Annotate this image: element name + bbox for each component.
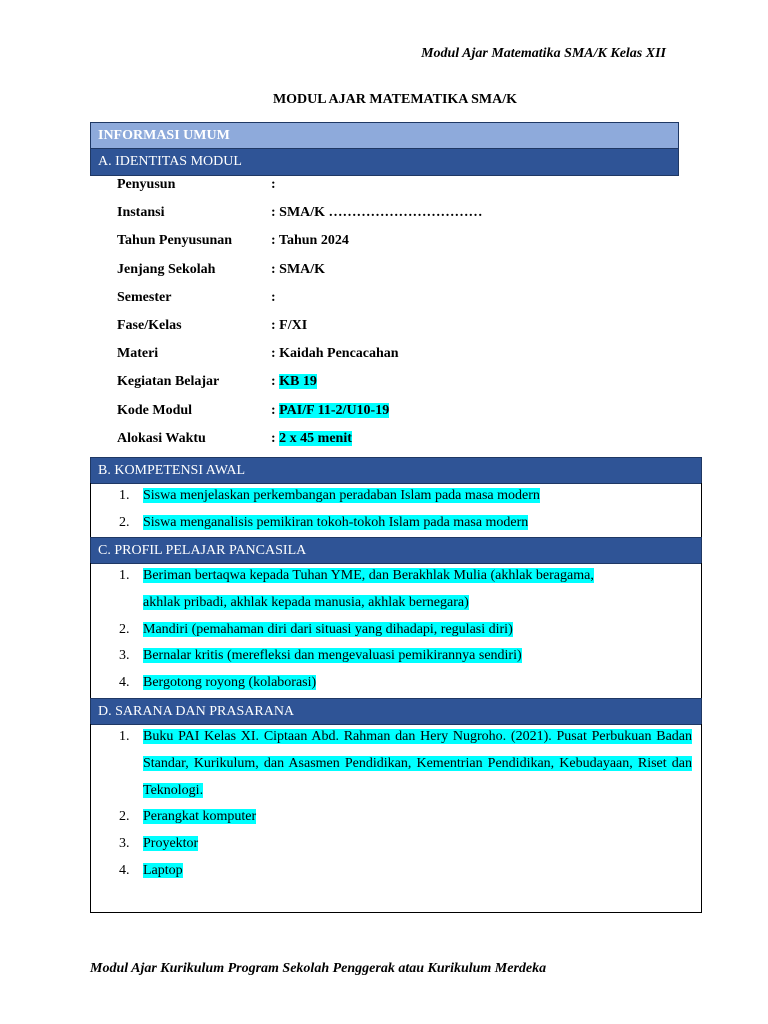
identitas-value: : 2 x 45 menit — [271, 430, 352, 446]
section-sarana-prasarana: D. SARANA DAN PRASARANA — [90, 698, 702, 725]
identitas-value: : — [271, 177, 276, 192]
identitas-value: : F/XI — [271, 317, 308, 333]
list-number: 4. — [119, 675, 130, 691]
identitas-label: Kode Modul — [117, 402, 193, 418]
identitas-label: Jenjang Sekolah — [117, 261, 216, 277]
kompetensi-list — [91, 483, 701, 537]
list-number: 3. — [119, 836, 130, 852]
identitas-label: Semester — [117, 289, 172, 305]
list-number: 1. — [119, 488, 130, 503]
list-number: 2. — [119, 809, 130, 825]
identitas-value: : KB 19 — [271, 374, 317, 390]
list-item — [91, 670, 701, 697]
list-item — [91, 643, 701, 670]
list-number: 2. — [119, 621, 130, 637]
list-number: 2. — [119, 514, 130, 530]
profil-list — [91, 563, 701, 697]
section-identitas-modul: A. IDENTITAS MODUL — [90, 148, 679, 176]
list-text: Bergotong royong (kolaborasi) — [143, 675, 317, 691]
section-informasi-umum: INFORMASI UMUM — [90, 122, 679, 149]
page-header: Modul Ajar Matematika SMA/K Kelas XII — [421, 46, 666, 61]
kompetensi-box — [90, 483, 702, 538]
identitas-label: Kegiatan Belajar — [117, 374, 220, 390]
section-profil-pancasila: C. PROFIL PELAJAR PANCASILA — [90, 537, 702, 564]
identitas-label: Alokasi Waktu — [117, 430, 206, 446]
list-number: 3. — [119, 648, 130, 664]
highlighted-value: PAI/F 11-2/U10-19 — [279, 402, 390, 418]
identitas-label: Instansi — [117, 205, 165, 221]
identitas-value: : — [271, 289, 276, 305]
identitas-label: Tahun Penyusunan — [117, 233, 233, 249]
identitas-value: : SMA/K …………………………… — [271, 205, 483, 221]
list-text: Mandiri (pemahaman diri dari situasi yang dihadapi, regulasi diri) — [143, 621, 513, 637]
identitas-value: : PAI/F 11-2/U10-19 — [271, 402, 390, 418]
list-item — [91, 858, 701, 885]
highlighted-value: 2 x 45 menit — [279, 430, 352, 446]
list-text: Buku PAI Kelas XI. Ciptaan Abd. Rahman dan Hery Nugroho. (2021). Pusat Perbukuan Badan Standar, Kurikulum, dan Asasmen Pendidikan, Kementrian Pendidikan, Kebudayaan, Riset dan Teknologi. — [143, 729, 692, 798]
list-text: Laptop — [143, 862, 183, 878]
list-item — [91, 483, 701, 510]
identitas-value: : Kaidah Pencacahan — [271, 346, 399, 362]
identitas-label: Materi — [117, 346, 159, 362]
profil-box — [90, 563, 702, 699]
list-text: Siswa menganalisis pemikiran tokoh-tokoh Islam pada masa modern — [143, 514, 529, 530]
list-text: Siswa menjelaskan perkembangan peradaban Islam pada masa modern — [143, 488, 540, 503]
page-footer: Modul Ajar Kurikulum Program Sekolah Penggerak atau Kurikulum Merdeka — [90, 961, 547, 976]
list-item — [91, 617, 701, 644]
identitas-label: Penyusun — [117, 177, 176, 192]
list-item — [91, 831, 701, 858]
identitas-value: : SMA/K — [271, 261, 326, 277]
list-item — [91, 804, 701, 831]
highlighted-value: KB 19 — [279, 374, 317, 390]
list-text: Bernalar kritis (merefleksi dan mengevaluasi pemikirannya sendiri) — [143, 648, 522, 664]
list-text: Beriman bertaqwa kepada Tuhan YME, dan Berakhlak Mulia (akhlak beragama, — [143, 568, 594, 583]
list-text: Proyektor — [143, 836, 199, 852]
list-text-continued: akhlak pribadi, akhlak kepada manusia, akhlak bernegara) — [143, 594, 469, 610]
sarana-box — [90, 724, 702, 913]
sarana-list — [91, 724, 701, 885]
list-number: 1. — [119, 729, 130, 744]
document-title: MODUL AJAR MATEMATIKA SMA/K — [272, 92, 518, 107]
identitas-value: : Tahun 2024 — [271, 233, 349, 249]
section-kompetensi-awal: B. KOMPETENSI AWAL — [90, 457, 702, 484]
list-number: 4. — [119, 862, 130, 878]
list-item — [91, 724, 701, 804]
list-text: Perangkat komputer — [143, 809, 257, 825]
list-item — [91, 510, 701, 537]
identitas-label: Fase/Kelas — [117, 317, 182, 333]
list-number: 1. — [119, 568, 130, 583]
list-item — [91, 563, 701, 617]
